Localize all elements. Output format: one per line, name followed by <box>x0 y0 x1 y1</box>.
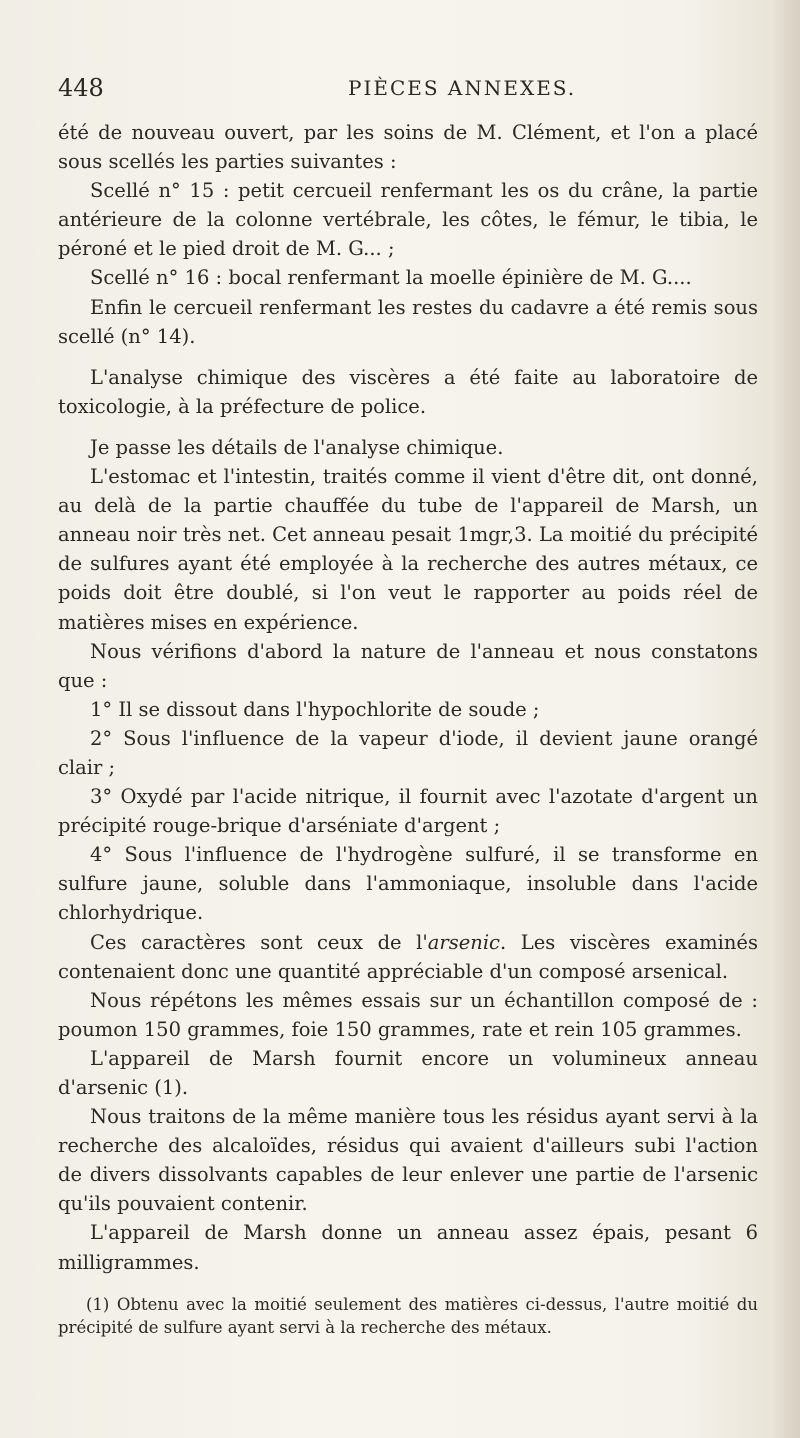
paragraph: Nous traitons de la même manière tous les résidus ayant servi à la recherche des alcaloïdes, résidus qui avaient d'ailleurs subi l'action de divers dissolvants capables de leur enlever une partie de l'arsenic qu'ils pouvaient contenir. <box>58 1105 758 1216</box>
paragraph: Scellé n° 15 : petit cercueil renfermant les os du crâne, la partie antérieure de la colonne vertébrale, les côtes, le fémur, le tibia, le péroné et le pied droit de M. G... ; <box>58 179 758 261</box>
paragraph: Enfin le cercueil renfermant les restes du cadavre a été remis sous scellé (n° 14). <box>58 295 758 348</box>
body-text <box>58 118 758 1339</box>
paragraph: Scellé n° 16 : bocal renfermant la moelle épinière de M. G.... <box>90 266 692 290</box>
paragraph: L'estomac et l'intestin, traités comme il vient d'être dit, ont donné, au delà de la partie chauffée du tube de l'appareil de Marsh, un anneau noir très net. Cet anneau pesait 1mgr,3. La moitié du précipité de sulfures ayant été employée à la recherche des autres métaux, ce poids doit être doublé, si l'on veut le rapporter au poids réel de matières mises en expérience. <box>58 465 758 634</box>
list-item: 2° Sous l'influence de la vapeur d'iode, il devient jaune orangé clair ; <box>58 726 758 779</box>
page-header <box>58 74 748 110</box>
italic-term: arsenic <box>427 930 500 954</box>
text-run: . Les viscères examinés contenaient donc une quantité appréciable d'un composé arsenical. <box>58 930 758 983</box>
paragraph: Je passe les détails de l'analyse chimique. <box>90 435 504 459</box>
page-number: 448 <box>58 74 104 102</box>
running-head: PIÈCES ANNEXES. <box>348 76 577 100</box>
text-run: Ces caractères sont ceux de l' <box>90 930 428 954</box>
paragraph: L'appareil de Marsh fournit encore un volumineux anneau d'arsenic (1). <box>58 1046 758 1099</box>
list-item: 3° Oxydé par l'acide nitrique, il fournit avec l'azotate d'argent un précipité rouge-brique d'arséniate d'argent ; <box>58 785 758 838</box>
paragraph: été de nouveau ouvert, par les soins de M. Clément, et l'on a placé sous scellés les parties suivantes : <box>58 121 758 174</box>
paragraph <box>58 928 758 986</box>
footnote: (1) Obtenu avec la moitié seulement des matières ci-dessus, l'autre moitié du précipité de sulfure ayant servi à la recherche des métaux. <box>58 1294 758 1337</box>
page-edge-shadow <box>772 0 800 1438</box>
paragraph: Nous vérifions d'abord la nature de l'anneau et nous constatons que : <box>58 639 758 692</box>
paragraph: L'analyse chimique des viscères a été faite au laboratoire de toxicologie, à la préfecture de police. <box>58 365 758 418</box>
list-item: 1° Il se dissout dans l'hypochlorite de soude ; <box>90 697 540 721</box>
paragraph: L'appareil de Marsh donne un anneau assez épais, pesant 6 milligrammes. <box>58 1221 758 1274</box>
paragraph: Nous répétons les mêmes essais sur un échantillon composé de : poumon 150 grammes, foie 150 grammes, rate et rein 105 grammes. <box>58 988 758 1041</box>
list-item: 4° Sous l'influence de l'hydrogène sulfuré, il se transforme en sulfure jaune, soluble dans l'ammoniaque, insoluble dans l'acide chlorhydrique. <box>58 843 758 925</box>
